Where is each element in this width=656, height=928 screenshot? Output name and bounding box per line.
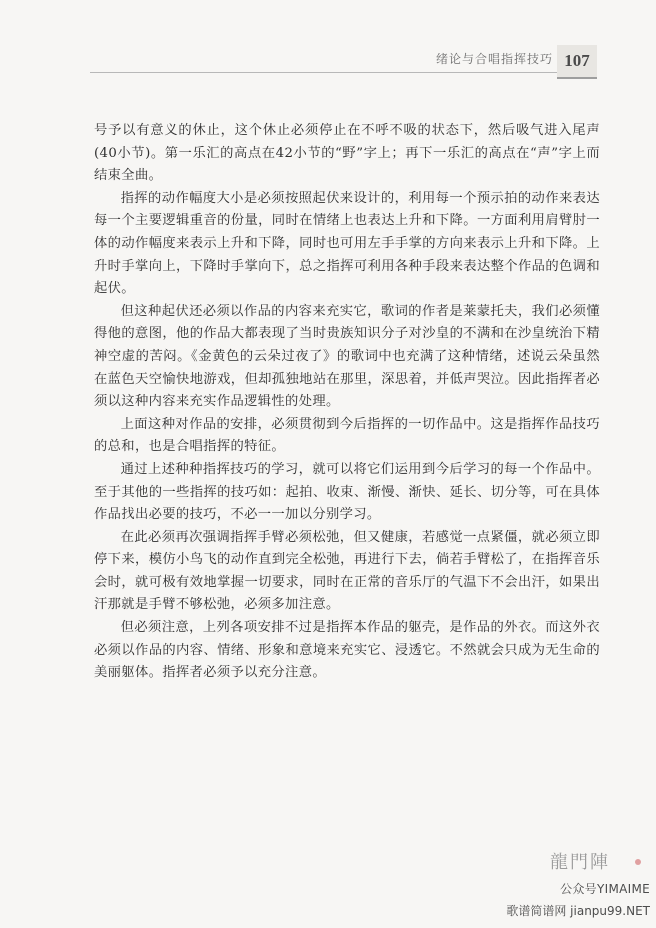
paragraph-7: 但必须注意，上列各项安排不过是指挥本作品的躯壳，是作品的外衣。而这外衣必须以作品的内容、情绪、形象和意境来充实它、浸透它。不然就会只成为无生命的美丽躯体。指挥者必须予以充分注意。	[94, 620, 600, 681]
paragraph-5: 通过上述种种指挥技巧的学习，就可以将它们运用到今后学习的每一个作品中。至于其他的一些指挥的技巧如：起拍、收束、渐慢、渐快、延长、切分等，可在具体作品找出必要的技巧，不必一一加以分别学习。	[94, 461, 600, 523]
paragraph-3: 但这种起伏还必须以作品的内容来充实它，歌词的作者是莱蒙托夫，我们必须懂得他的意图，他的作品大都表现了当时贵族知识分子对沙皇的不满和在沙皇统治下精神空虚的苦闷。《金黄色的云朵过夜了》的歌词中也充满了这种情绪，述说云朵虽然在蓝色天空愉快地游戏，但却孤独地站在那里，深思着，并低声哭泣。因此指挥者必须以这种内容来充实作品逻辑性的处理。	[94, 303, 600, 410]
header-rule	[90, 72, 566, 73]
logo-text: 龍門陣	[550, 852, 610, 873]
chapter-title: 绪论与合唱指挥技巧	[436, 52, 554, 66]
paragraph-6: 在此必须再次强调指挥手臂必须松弛，但又健康，若感觉一点紧僵，就必须立即停下来，模仿小鸟飞的动作直到完全松弛，再进行下去，倘若手臂松了，在指挥音乐会时，就可极有效地掌握一切要求，同时在正常的音乐厅的气温下不会出汗，如果出汗那就是手臂不够松弛，必须多加注意。	[94, 529, 600, 613]
longmenzhen-logo	[548, 848, 648, 874]
paragraph-4: 上面这种对作品的安排，必须贯彻到今后指挥的一切作品中。这是指挥作品技巧的总和，也是合唱指挥的特征。	[94, 416, 600, 455]
body-text	[94, 120, 600, 685]
watermark-wechat: 公众号YIMAIME	[560, 882, 650, 896]
watermark-site: 歌谱简谱网 jianpu99.NET	[506, 904, 650, 918]
paragraph-2: 指挥的动作幅度大小是必须按照起伏来设计的，利用每一个预示拍的动作来表达每一个主要逻辑重音的份量，同时在情绪上也表达上升和下降。一方面利用肩臂肘一体的动作幅度来表示上升和下降，同时也可用左手手掌的方向来表示上升和下降。上升时手掌向上，下降时手掌向下，总之指挥可利用各种手段来表达整个作品的色调和起伏。	[94, 190, 600, 297]
page-number: 107	[557, 45, 597, 79]
paragraph-1: 号予以有意义的休止，这个休止必须停止在不呼不吸的状态下，然后吸气进入尾声(40小节)。第一乐汇的高点在42小节的“野”字上；再下一乐汇的高点在“声”字上而结束全曲。	[94, 123, 600, 184]
